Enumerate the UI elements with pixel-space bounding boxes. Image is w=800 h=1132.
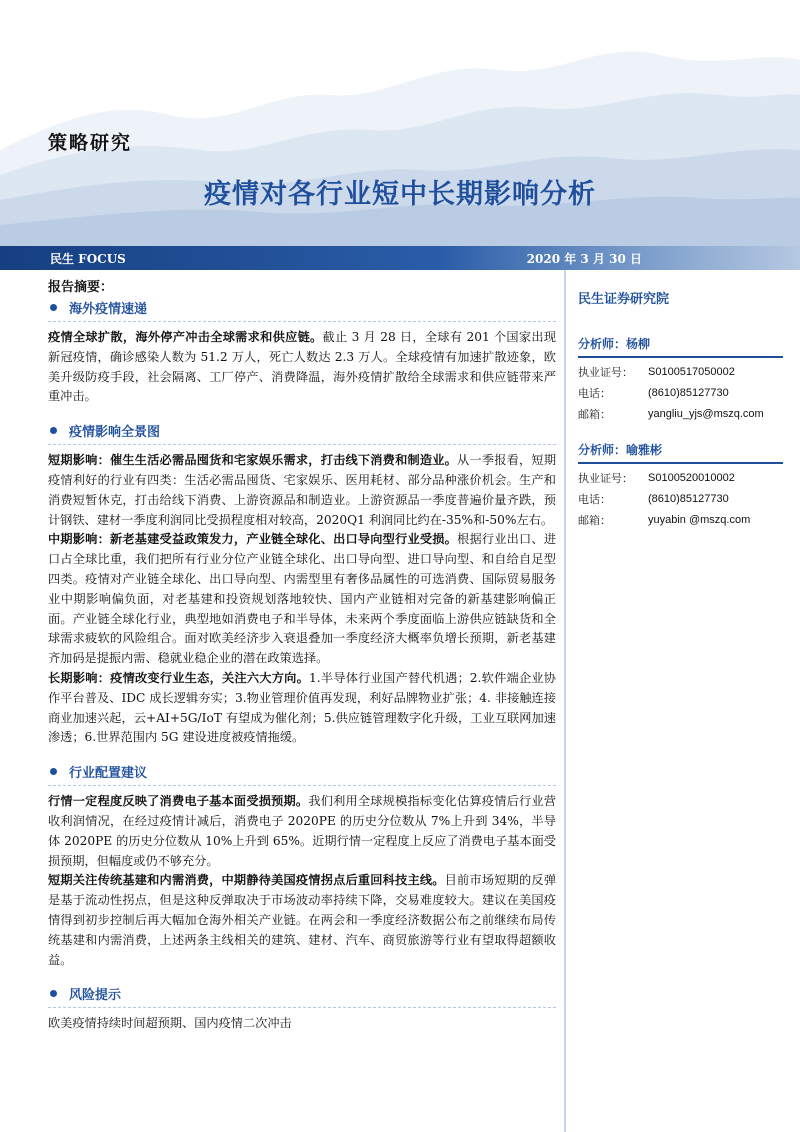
section-risk (48, 984, 556, 1034)
paragraph: 欧美疫情持续时间超预期、国内疫情二次冲击 (48, 1016, 292, 1031)
info-row: 邮箱： yangliu_yjs@mszq.com (578, 404, 783, 425)
bullet-icon (50, 990, 57, 997)
section-heading: 海外疫情速递 (48, 298, 556, 322)
info-row: 执业证号： S0100517050002 (578, 366, 735, 379)
info-row: 电话： (8610)85127730 (578, 387, 729, 400)
institute-name: 民生证券研究院 (578, 292, 670, 307)
report-date: 2020 年 3 月 30 日 (526, 252, 642, 266)
report-title: 疫情对各行业短中长期影响分析 (204, 179, 596, 210)
section-heading: 行业配置建议 (48, 762, 556, 786)
section-heading: 风险提示 (48, 984, 556, 1008)
header-band (0, 246, 800, 270)
report-category: 策略研究 (48, 132, 133, 154)
analyst-card (578, 335, 783, 425)
paragraph: 行情一定程度反映了消费电子基本面受损预期。我们利用全球规模指标变化估算疫情后行业营收利润情况，在经过疫情计减后，消费电子 2020PE 的历史分位数从 7%上升到 34%，半导体 2020PE 的历史分位数从 10%上升到 65%。近期行情一定程度上反应了消费电子基本面受损预期，但幅度或仍不够充分。 (48, 794, 557, 868)
email-link[interactable]: yangliu_yjs@mszq.com (648, 408, 764, 420)
analyst-heading: 分析师：喻雅彬 (578, 441, 783, 464)
email-link[interactable]: yuyabin @mszq.com (648, 514, 751, 526)
section-heading: 疫情影响全景图 (48, 421, 556, 445)
info-row: 执业证号： S0100520010002 (578, 472, 735, 485)
paragraph: 疫情全球扩散，海外停产冲击全球需求和供应链。截止 3 月 28 日，全球有 201 个国家出现新冠疫情，确诊感染人数为 51.2 万人，死亡人数达 2.3 万人。全球疫情有加速扩散迹象，欧美升级防疫手段，社会隔离、工厂停产、消费降温，海外疫情扩散给全球需求和供应链带来严重冲击。 (48, 330, 556, 404)
paragraph: 短期关注传统基建和内需消费，中期静待美国疫情拐点后重回科技主线。目前市场短期的反弹是基于流动性拐点，但是这种反弹取决于市场波动率持续下降，交易难度较大。建议在美国疫情得到初步控制后再大幅加仓海外相关产业链。在两会和一季度经济数据公布之前继续布局传统基建和内需消费，上述两条主线相关的建筑、建材、汽车、商贸旅游等行业有望取得超额收益。 (48, 873, 557, 967)
bullet-icon (50, 427, 57, 434)
analyst-card (578, 441, 783, 531)
band-label: 民生 FOCUS (50, 252, 126, 266)
summary-column (48, 298, 556, 1048)
paragraph-short-term: 短期影响：催生生活必需品囤货和宅家娱乐需求，打击线下消费和制造业。从一季报看，短期疫情利好的行业有四类：生活必需品囤货、宅家娱乐、医用耗材、部分品种涨价机会。生产和消费短暂休克，打击给线下消费、上游资源品和制造业。上游资源品一季度普遍价量齐跌，预计钢铁、建材一季度利润同比受损程度相对较高，2020Q1 利润同比约在-35%和-50%左右。 (48, 453, 557, 527)
info-row: 电话： (8610)85127730 (578, 493, 729, 506)
bullet-icon (50, 768, 57, 775)
section-allocation (48, 762, 556, 970)
sidebar (578, 288, 783, 531)
column-divider (564, 270, 566, 1132)
section-overseas-epidemic (48, 298, 556, 407)
paragraph-long-term: 长期影响：疫情改变行业生态，关注六大方向。1.半导体行业国产替代机遇；2.软件端企业协作平台普及、IDC 成长逻辑夯实；3.物业管理价值再发现，利好品牌物业扩张；4. 非接触连接商业加速兴起，云+AI+5G/IoT 有望成为催化剂；5.供应链管理数字化升级，工业互联网加速渗透；6.世界范围内 5G 建设进度被疫情拖缓。 (48, 670, 556, 745)
section-impact-overview (48, 421, 556, 748)
paragraph-mid-term: 中期影响：新老基建受益政策发力，产业链全球化、出口导向型行业受损。根据行业出口、进口占全球比重，我们把所有行业分位产业链全球化、出口导向型、进口导向型、和自给自足型四类。疫情对产业链全球化、出口导向型、内需型里有奢侈品属性的可选消费、国际贸易服务业中期影响偏负面，对老基建和投资规划落地较快、国内产业链相对完备的新基建影响偏正面。产业链全球化行业，典型地如消费电子和半导体，未来两个季度面临上游供应链缺货和全球需求疲软的风险组合。面对欧美经济步入衰退叠加一季度经济大概率负增长预期，新老基建齐加码是提振内需、稳就业稳企业的潜在政策选择。 (48, 532, 557, 666)
mountain-background (0, 0, 800, 250)
analyst-heading: 分析师：杨柳 (578, 335, 783, 358)
summary-label: 报告摘要： (48, 280, 114, 295)
info-row: 邮箱： yuyabin @mszq.com (578, 510, 783, 531)
bullet-icon (50, 304, 57, 311)
